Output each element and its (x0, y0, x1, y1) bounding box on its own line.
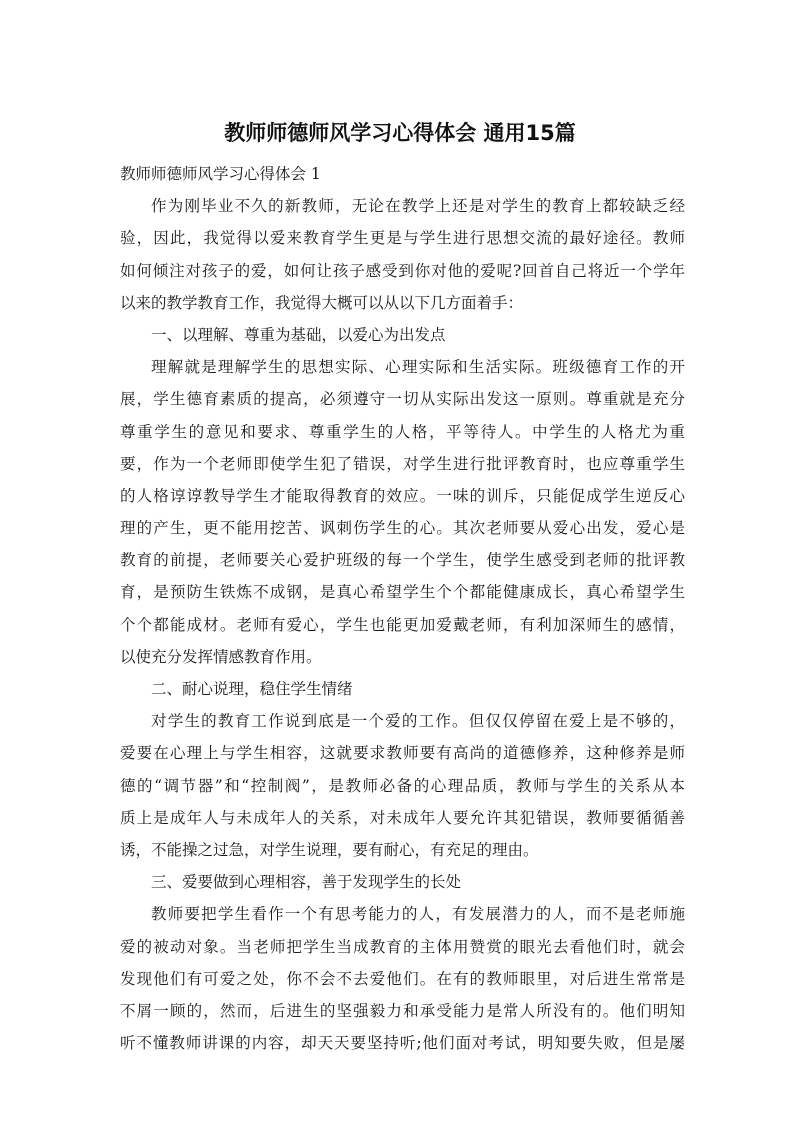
paragraph-line: 以来的教学教育工作，我觉得大概可以从以下几方面着手： (120, 293, 524, 312)
section-heading: 三、爱要做到心理相容，善于发现学生的长处 (151, 873, 462, 892)
paragraph-line: 如何倾注对孩子的爱，如何让孩子感受到你对他的爱呢?回首自己将近一个学年 (120, 261, 685, 280)
paragraph-line: 爱要在心理上与学生相容，这就要求教师要有高尚的道德修养，这种修养是师 (120, 744, 685, 763)
paragraph-line: 质上是成年人与未成年人的关系，对未成年人要允许其犯错误，教师要循循善 (120, 808, 685, 827)
paragraph-line: 发现他们有可爱之处，你不会不去爱他们。在有的教师眼里，对后进生常常是 (120, 969, 685, 988)
paragraph-line: 展，学生德育素质的提高，必须遵守一切从实际出发这一原则。尊重就是充分 (120, 390, 685, 409)
paragraph-line: 听不懂教师讲课的内容，却天天要坚持听;他们面对考试，明知要失败，但是屡 (120, 1034, 685, 1053)
document-body (120, 158, 685, 1059)
section-heading: 二、耐心说理，稳住学生情绪 (151, 680, 353, 698)
paragraph-line: 尊重学生的意见和要求、尊重学生的人格，平等待人。中学生的人格尤为重 (120, 422, 685, 441)
paragraph-line: 爱的被动对象。当老师把学生当成教育的主体用赞赏的眼光去看他们时，就会 (120, 937, 685, 956)
paragraph-line: 理的产生，更不能用挖苦、讽刺伤学生的心。其次老师要从爱心出发，爱心是 (120, 519, 685, 538)
section-subtitle: 教师师德师风学习心得体会 1 (120, 165, 321, 183)
paragraph-line: 个个都能成材。老师有爱心，学生也能更加爱戴老师，有利加深师生的感情， (120, 615, 685, 634)
paragraph-line: 验，因此，我觉得以爱来教育学生更是与学生进行思想交流的最好途径。教师 (120, 229, 685, 248)
paragraph-line: 的人格谆谆教导学生才能取得教育的效应。一味的训斥，只能促成学生逆反心 (120, 486, 685, 505)
paragraph-line: 教师要把学生看作一个有思考能力的人，有发展潜力的人，而不是老师施 (151, 905, 685, 924)
section-heading: 一、以理解、尊重为基础，以爱心为出发点 (151, 325, 446, 344)
paragraph-line: 要，作为一个老师即使学生犯了错误，对学生进行批评教育时，也应尊重学生 (120, 454, 685, 473)
paragraph-line: 教育的前提，老师要关心爱护班级的每一个学生，使学生感受到老师的批评教 (120, 551, 685, 570)
paragraph-line: 育，是预防生铁炼不成钢，是真心希望学生个个都能健康成长，真心希望学生 (120, 583, 685, 602)
paragraph-line: 德的“调节器”和“控制阀”，是教师必备的心理品质，教师与学生的关系从本 (120, 776, 685, 795)
paragraph-line: 作为刚毕业不久的新教师，无论在教学上还是对学生的教育上都较缺乏经 (151, 197, 685, 216)
document-title: 教师师德师风学习心得体会 通用15篇 (224, 121, 576, 145)
paragraph-line: 诱，不能操之过急，对学生说理，要有耐心，有充足的理由。 (120, 840, 539, 859)
paragraph-line: 对学生的教育工作说到底是一个爱的工作。但仅仅停留在爱上是不够的， (151, 712, 685, 731)
paragraph-line: 不屑一顾的，然而，后进生的坚强毅力和承受能力是常人所没有的。他们明知 (120, 1001, 685, 1020)
paragraph-line: 以使充分发挥情感教育作用。 (120, 647, 322, 666)
paragraph-line: 理解就是理解学生的思想实际、心理实际和生活实际。班级德育工作的开 (151, 358, 685, 377)
